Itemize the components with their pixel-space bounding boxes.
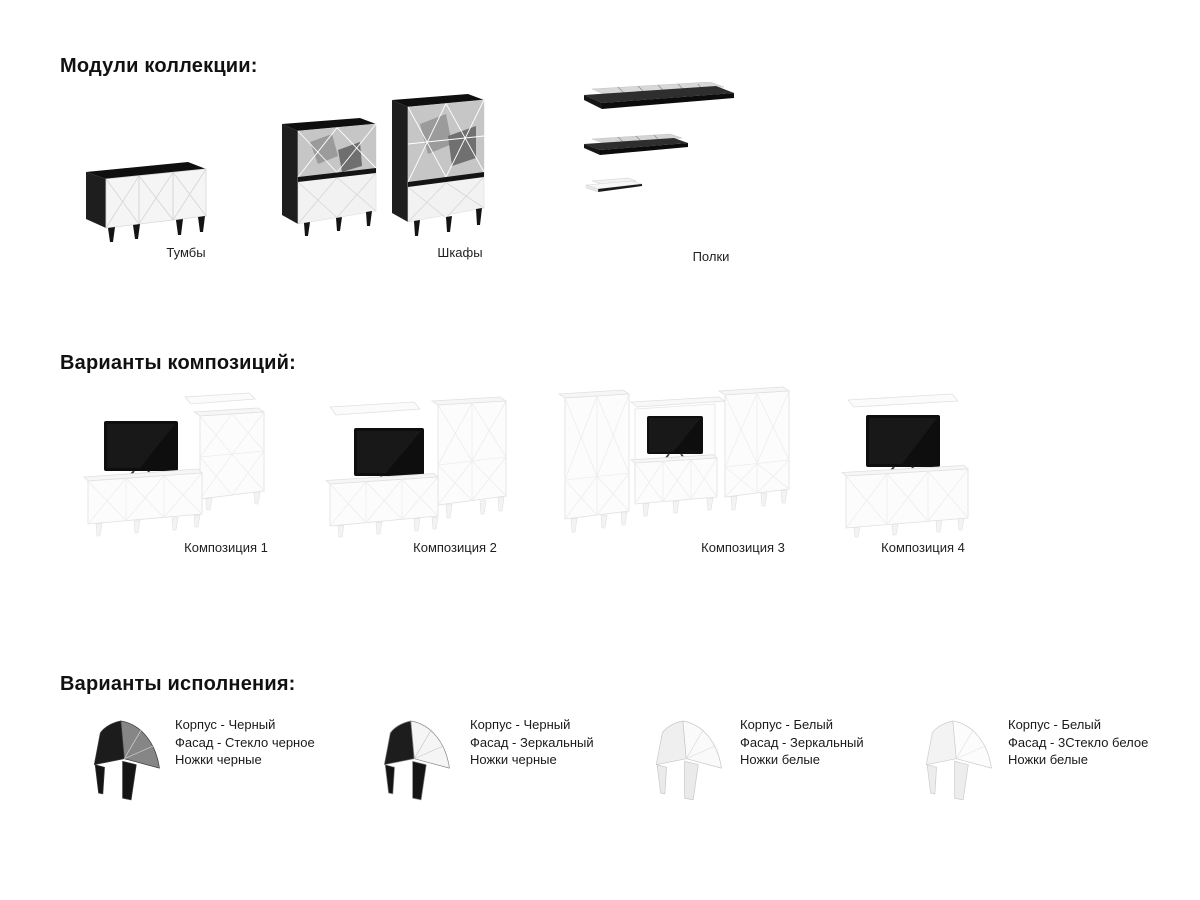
composition-4-image — [840, 388, 975, 538]
swatch-leg — [95, 765, 104, 794]
finish-4-body-line: Корпус - Белый — [1008, 717, 1101, 732]
finish-4-facade-line: Фасад - 3Стекло белое — [1008, 734, 1149, 750]
swatch-leg — [685, 761, 699, 800]
swatch-body — [94, 721, 124, 765]
composition-1-image — [82, 388, 277, 538]
swatch-body — [926, 721, 956, 765]
finish-3-legs-line: Ножки белые — [740, 752, 820, 767]
swatch-facade — [411, 721, 450, 768]
finish-option-4-text — [1008, 716, 1148, 769]
compositions-section-title: Варианты композиций: — [60, 352, 297, 374]
modules-section-title: Модули коллекции: — [60, 55, 258, 77]
finish-swatch-3-icon — [640, 714, 730, 806]
finish-1-body-line: Корпус - Черный — [175, 717, 276, 732]
swatch-body — [384, 721, 414, 765]
composition-2-image — [320, 388, 510, 538]
finish-swatch-1-icon — [78, 714, 168, 806]
composition-2-label: Композиция 2 — [413, 540, 497, 555]
finish-option-2-text — [470, 716, 594, 769]
swatch-leg — [927, 765, 936, 794]
swatch-leg — [385, 765, 394, 794]
composition-1-label: Композиция 1 — [184, 540, 268, 555]
module-cabinets-label: Шкафы — [437, 245, 483, 260]
finish-option-3 — [640, 714, 730, 806]
finish-2-facade-line: Фасад - Зеркальный — [470, 734, 594, 750]
composition-3-image — [555, 385, 790, 535]
composition-3-label: Композиция 3 — [701, 540, 785, 555]
swatch-facade — [953, 721, 992, 768]
finish-option-3-text — [740, 716, 864, 769]
swatch-facade — [121, 721, 160, 768]
module-shelves-label: Полки — [692, 249, 730, 264]
finish-4-legs-line: Ножки белые — [1008, 752, 1088, 767]
finish-3-facade-line: Фасад - Зеркальный — [740, 734, 864, 750]
swatch-leg — [657, 765, 666, 794]
finish-option-1 — [78, 714, 168, 806]
module-tv-stand-image — [78, 158, 213, 246]
swatch-leg — [123, 761, 137, 800]
finishes-section-title: Варианты исполнения: — [60, 673, 296, 695]
swatch-body — [656, 721, 686, 765]
module-tv-stands-label: Тумбы — [166, 245, 206, 260]
finish-option-2 — [368, 714, 458, 806]
module-shelves-image — [578, 82, 738, 214]
finish-2-legs-line: Ножки черные — [470, 752, 557, 767]
module-cabinets-image — [280, 84, 495, 244]
finish-2-body-line: Корпус - Черный — [470, 717, 571, 732]
finish-3-body-line: Корпус - Белый — [740, 717, 833, 732]
tv — [866, 415, 940, 476]
finish-1-legs-line: Ножки черные — [175, 752, 262, 767]
swatch-leg — [413, 761, 427, 800]
composition-4-label: Композиция 4 — [881, 540, 965, 555]
finish-option-1-text — [175, 716, 315, 769]
finish-option-4 — [910, 714, 1000, 806]
swatch-facade — [683, 721, 722, 768]
finish-1-facade-line: Фасад - Стекло черное — [175, 734, 315, 750]
finish-swatch-2-icon — [368, 714, 458, 806]
swatch-leg — [955, 761, 969, 800]
finish-swatch-4-icon — [910, 714, 1000, 806]
